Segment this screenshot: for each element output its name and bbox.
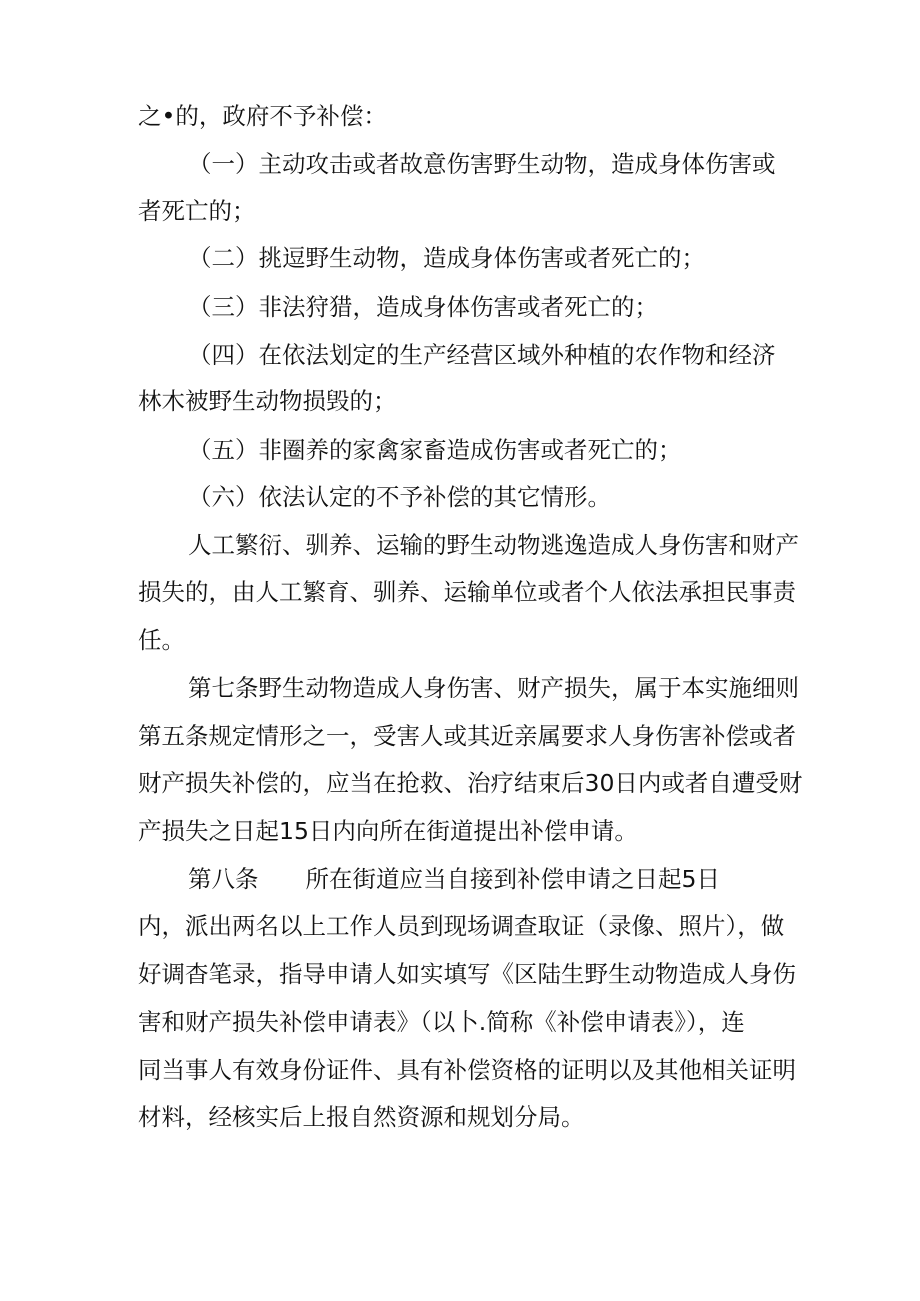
text-line: 之•的，政府不予补偿： [138,102,387,130]
text-line: 人工繁衍、驯养、运输的野生动物逃逸造成人身伤害和财产 [188,531,799,559]
text-line: （四）在依法划定的生产经营区域外种植的农作物和经济 [188,341,776,369]
text-line: （五）非圈养的家禽家畜造成伤害或者死亡的； [188,436,682,464]
text-line: （六）依法认定的不予补偿的其它情形。 [188,483,611,511]
text-line: 第八条 所在街道应当自接到补偿申请之日起5日 [188,865,720,893]
text-line: 同当事人有效身份证件、具有补偿资格的证明以及其他相关证明 [138,1056,796,1084]
text-line: 损失的，由人工繁育、驯养、运输单位或者个人依法承担民事责 [138,578,796,606]
text-line: （二）挑逗野生动物，造成身体伤害或者死亡的； [188,244,705,272]
text-line: 内，派出两名以上工作人员到现场调查取证（录像、照片），做 [138,912,785,940]
text-line: （一）主动攻击或者故意伤害野生动物，造成身体伤害或 [188,150,776,178]
text-line: 材料，经核实后上报自然资源和规划分局。 [138,1103,585,1131]
text-line: 害和财产损失补偿申请表》（以卜.简称《补偿申请表》），连 [138,1008,745,1036]
text-line: 林木被野生动物损毁的； [138,387,397,415]
text-line: 者死亡的； [138,197,256,225]
text-line: 财产损失补偿的，应当在抢救、治疗结束后30日内或者自遭受财 [138,769,803,797]
text-line: 第五条规定情形之一，受害人或其近亲属要求人身伤害补偿或者 [138,722,796,750]
text-line: 第七条野生动物造成人身伤害、财产损失，属于本实施细则 [188,674,799,702]
text-line: （三）非法狩猎，造成身体伤害或者死亡的； [188,293,658,321]
text-line: 产损失之日起15日内向所在街道提出补偿申请。 [138,817,638,845]
text-line: 好调杳笔录，指导申请人如实填写《区陆生野生动物造成人身伤 [138,960,796,988]
text-line: 任。 [138,626,185,654]
